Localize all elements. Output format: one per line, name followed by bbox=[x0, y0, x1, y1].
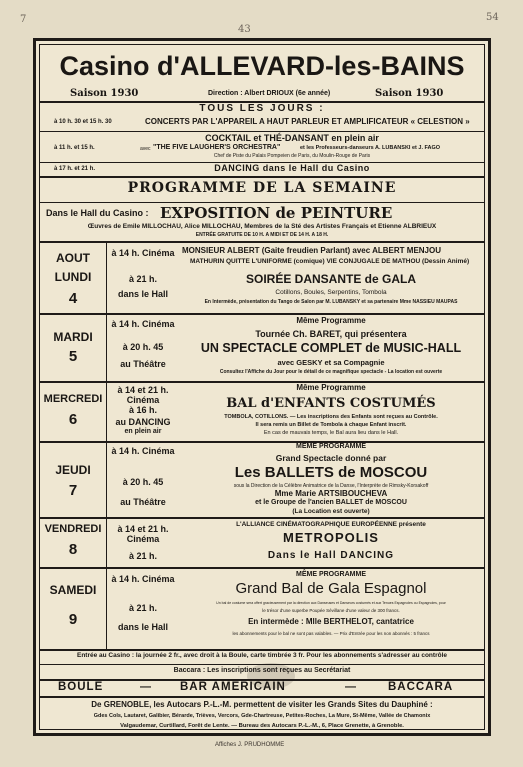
bal-enfants-title: BAL d'ENFANTS COSTUMÉS bbox=[226, 396, 436, 411]
time-bal: à 16 h. bbox=[128, 405, 157, 415]
cocktail-title: COCKTAIL et THÉ-DANSANT en plein air bbox=[205, 133, 379, 143]
place-spectacle: au Théâtre bbox=[120, 359, 166, 369]
grand-spectacle: Grand Spectacle donné par bbox=[275, 453, 387, 463]
printer-credit: Affiches J. PRUDHOMME bbox=[215, 742, 285, 748]
expo-entry: ENTRÉE GRATUITE DE 10 H. A MIDI ET DE 14 H. A 18 H. bbox=[195, 232, 329, 238]
film-line-2: MATHURIN QUITTE L'UNIFORME (comique) VIE CONJUGALE DE MATHOU (Dessin Animé) bbox=[190, 258, 470, 265]
dancing-time: à 17 h. et 21 h. bbox=[54, 166, 96, 172]
sites-line-2: Valgaudemar, Curtillard, Forêt de Lente. — Bureau des Autocars P.-L.-M., 6, Place Grenette, à Grenoble. bbox=[120, 723, 404, 729]
day-number: 9 bbox=[68, 611, 78, 628]
time-ballets: à 20 h. 45 bbox=[122, 477, 164, 487]
day-number: 8 bbox=[68, 541, 78, 558]
film-line-1: MONSIEUR ALBERT (Gaite freudien Parlant) avec ALBERT MENJOU bbox=[182, 246, 441, 255]
ballets-sub-3: et le Groupe de l'ancien BALLET de MOSCOU bbox=[255, 499, 407, 506]
time-dancing: à 21 h. bbox=[128, 551, 157, 561]
day-name: MERCREDI bbox=[43, 393, 103, 405]
time-cinema: à 14 et 21 h. Cinéma bbox=[117, 385, 169, 405]
sep-2: — bbox=[345, 681, 356, 693]
time-bal-gala: à 21 h. bbox=[128, 603, 157, 613]
expo-artists: Œuvres de Emile MILLOCHAU, Alice MILLOCHAU, Membres de la Sté des Artistes Français et Etienne ALBRIEUX bbox=[87, 223, 437, 230]
day-name: LUNDI bbox=[54, 270, 92, 284]
hall-dancing: Dans le Hall DANCING bbox=[267, 550, 395, 561]
meme-programme: Même Programme bbox=[296, 316, 366, 325]
meme-programme: MÊME PROGRAMME bbox=[296, 571, 366, 578]
corner-mark-center: 43 bbox=[238, 24, 251, 35]
poster-content bbox=[39, 44, 485, 730]
entree-info: Entrée au Casino : la journée 2 fr., avec droit à la Boule, carte timbrée 3 fr. Pour les abonnements s'adresser au contrôle bbox=[76, 652, 447, 659]
ballets-sub-2: Mme Marie ARTSIBOUCHEVA bbox=[274, 489, 388, 498]
day-number: 4 bbox=[68, 290, 78, 307]
concert-text: CONCERTS PAR L'APPAREIL A HAUT PARLEUR ET AMPLIFICATEUR « CELESTION » bbox=[145, 117, 470, 126]
place-ballets: au Théâtre bbox=[120, 497, 166, 507]
cocktail-time: à 11 h. et 15 h. bbox=[54, 145, 95, 151]
alliance: L'ALLIANCE CINÉMATOGRAPHIQUE EUROPÉENNE présente bbox=[236, 521, 426, 528]
grenoble-info: De GRENOBLE, les Autocars P.-L.-M. permettent de visiter les Grands Sites du Dauphiné : bbox=[91, 700, 433, 709]
ballets-sub-4: (La Location est ouverte) bbox=[292, 508, 370, 515]
spectacle-avec: avec GESKY et sa Compagnie bbox=[277, 358, 385, 367]
casino-title: Casino d'ALLEVARD-les-BAINS bbox=[59, 51, 465, 81]
dancing-text: DANCING dans le Hall du Casino bbox=[214, 163, 370, 173]
programme-heading: PROGRAMME DE LA SEMAINE bbox=[127, 180, 397, 196]
dancers-sub: Chef de Piste du Palais Pompeien de Paris, du Moulin-Rouge de Paris bbox=[213, 153, 371, 159]
season-left: Saison 1930 bbox=[70, 88, 139, 99]
day-month: AOUT bbox=[56, 251, 90, 265]
bar-americain: BAR AMERICAIN bbox=[180, 681, 286, 693]
spectacle-title: UN SPECTACLE COMPLET de MUSIC-HALL bbox=[200, 341, 462, 355]
expo-prefix: Dans le Hall du Casino : bbox=[46, 208, 149, 218]
bal-sub-1: TOMBOLA, COTILLONS. — Les inscriptions des Enfants sont reçues au Contrôle. bbox=[224, 414, 438, 420]
day-name: SAMEDI bbox=[49, 583, 97, 597]
soiree-title: SOIRÉE DANSANTE de GALA bbox=[245, 272, 416, 286]
divider bbox=[40, 649, 484, 651]
spectacle-note: Consultez l'Affiche du Jour pour le détail de ce magnifique spectacle - La location est ouverte bbox=[219, 369, 443, 375]
time-spectacle: à 20 h. 45 bbox=[122, 342, 164, 352]
place-bal: au DANCING bbox=[115, 417, 171, 427]
corner-mark-right: 54 bbox=[486, 12, 499, 23]
place-bal-sub: en plein air bbox=[124, 428, 162, 435]
bal-espagnol-title: Grand Bal de Gala Espagnol bbox=[235, 580, 427, 597]
day-name: MARDI bbox=[53, 330, 93, 344]
day-number: 5 bbox=[68, 348, 78, 365]
divider bbox=[40, 176, 484, 178]
cocktail-avec: avec bbox=[140, 146, 151, 152]
baccara: BACCARA bbox=[388, 681, 454, 693]
sep-1: — bbox=[140, 681, 151, 693]
time-cinema: à 14 h. Cinéma bbox=[111, 319, 175, 329]
espagnol-sub-3: En intermède : Mlle BERTHELOT, cantatrice bbox=[248, 617, 414, 626]
orchestra-name: "THE FIVE LAUGHER'S ORCHESTRA" bbox=[153, 144, 281, 151]
bal-sub-3: En cas de mauvais temps, le Bal aura lieu dans le Hall. bbox=[263, 430, 399, 436]
place-soiree: dans le Hall bbox=[117, 289, 169, 299]
meme-programme: Même Programme bbox=[296, 383, 366, 392]
expo-title: EXPOSITION de PEINTURE bbox=[160, 204, 393, 222]
day-number: 7 bbox=[68, 482, 78, 499]
direction: Direction : Albert DRIOUX (6e année) bbox=[208, 90, 331, 97]
place-bal-gala: dans le Hall bbox=[117, 622, 169, 632]
time-cinema: à 14 h. Cinéma bbox=[111, 574, 175, 584]
concert-time: à 10 h. 30 et 15 h. 30 bbox=[54, 119, 112, 125]
tournee: Tournée Ch. BARET, qui présentera bbox=[255, 329, 407, 339]
bal-sub-2: Il sera remis un Billet de Tombola à chaque Enfant inscrit. bbox=[255, 422, 407, 428]
soiree-sub: Cotillons, Boules, Serpentins, Tombola bbox=[275, 289, 387, 296]
dancers-line: et les Professeurs-danseurs A. LUBANSKI et J. FAGO bbox=[300, 145, 441, 151]
espagnol-sub-4: les abonnements pour le bal ne sont pas valables. — Prix d'Entrée pour les non abonnés : 5 francs bbox=[232, 631, 430, 636]
divider bbox=[40, 131, 484, 132]
corner-mark-left: 7 bbox=[20, 14, 27, 25]
boule: BOULE bbox=[58, 681, 104, 693]
ballets-sub-1: sous la Direction de la Célèbre Animatrice de la Danse, l'Interprète de Rimsky-Korsakoff bbox=[233, 483, 429, 489]
metropolis-title: METROPOLIS bbox=[283, 530, 379, 545]
time-cinema: à 14 h. Cinéma bbox=[111, 248, 175, 258]
day-name: JEUDI bbox=[55, 463, 91, 477]
poster-frame bbox=[33, 38, 491, 736]
season-right: Saison 1930 bbox=[375, 88, 444, 99]
time-cinema: à 14 h. Cinéma bbox=[111, 446, 175, 456]
soiree-note: En Intermède, présentation du Tango de Salon par M. LUBANSKY et sa partenaire Mme NASSIEU MAUPAS bbox=[204, 299, 458, 305]
sites-line-1: Gdes Cols, Lautaret, Galibier, Bérarde, Trièves, Vercors, Gde-Chartreuse, Petites-Roches, La Mure, St-Même, Vallée de Chamonix bbox=[93, 713, 431, 719]
divider bbox=[40, 202, 484, 203]
time-soiree: à 21 h. bbox=[128, 274, 157, 284]
tous-les-jours-heading: TOUS LES JOURS : bbox=[199, 103, 325, 114]
day-name: VENDREDI bbox=[44, 523, 102, 535]
ballets-title: Les BALLETS de MOSCOU bbox=[234, 464, 428, 481]
baccara-info: Baccara : Les inscriptions sont reçues au Secrétariat bbox=[173, 667, 351, 674]
day-number: 6 bbox=[68, 411, 78, 428]
espagnol-sub-2: le trésor d'une superbe Poupée Sévillane d'une valeur de 300 francs. bbox=[262, 608, 400, 613]
divider bbox=[40, 664, 484, 665]
meme-programme: MÊME PROGRAMME bbox=[296, 443, 366, 450]
divider bbox=[40, 696, 484, 698]
espagnol-sub-1: Un bal de costume sera offert gracieusement par la direction aux Danseuses et Danseurs costumés et aux Tenues Espagnoles ou Espagnoles, pour bbox=[216, 601, 446, 605]
time-cinema: à 14 et 21 h. Cinéma bbox=[117, 524, 169, 544]
